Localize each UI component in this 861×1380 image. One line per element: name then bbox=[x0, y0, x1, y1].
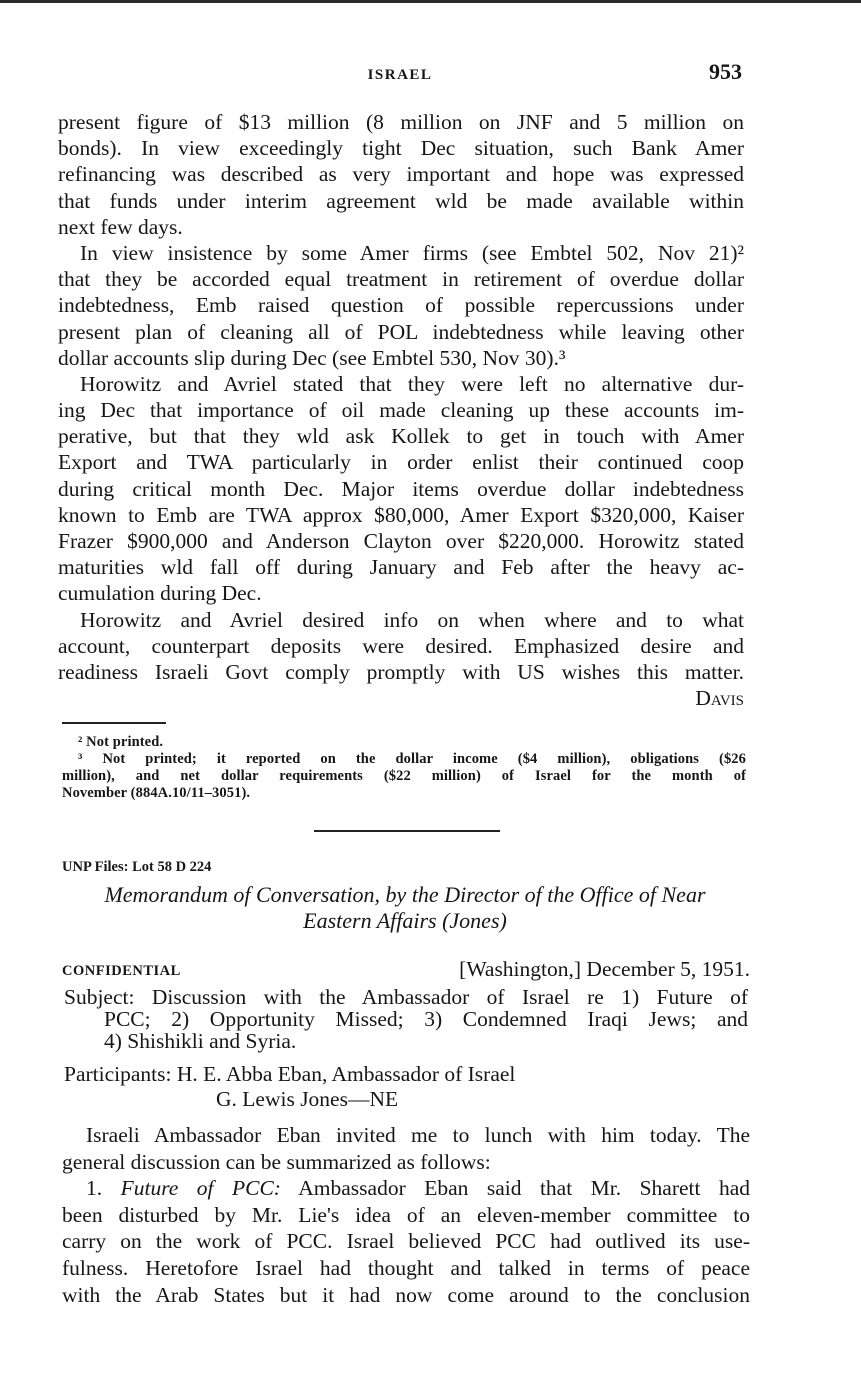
text-line: Horowitz and Avriel stated that they were left no alternative dur- bbox=[80, 371, 744, 396]
text-line: bonds). In view exceedingly tight Dec situation, such Bank Amer bbox=[58, 136, 744, 161]
text-line: ing Dec that importance of oil made cleaning up these accounts im- bbox=[58, 398, 744, 423]
participants-line: G. Lewis Jones—NE bbox=[216, 1087, 399, 1111]
item-text: Ambassador Eban said that Mr. Sharett had bbox=[280, 1176, 751, 1201]
text-line: Export and TWA particularly in order enlist their continued coop bbox=[58, 450, 744, 475]
telegram-text bbox=[58, 109, 744, 711]
classification: CONFIDENTIAL bbox=[62, 963, 181, 979]
footnote: November (884A.10/11–3051). bbox=[62, 785, 251, 801]
participants-line: Participants: H. E. Abba Eban, Ambassador of Israel bbox=[64, 1062, 516, 1086]
subject-line: PCC; 2) Opportunity Missed; 3) Condemned Iraqi Jews; and bbox=[104, 1007, 748, 1031]
page-header bbox=[58, 58, 742, 92]
footnote: million), and net dollar requirements ($22 million) of Israel for the month of bbox=[62, 768, 746, 784]
text-line: perative, but that they wld ask Kollek to get in touch with Amer bbox=[58, 424, 744, 449]
running-head: ISRAEL bbox=[367, 67, 433, 83]
section-divider bbox=[314, 830, 500, 832]
signature-name: Davis bbox=[695, 686, 744, 711]
item-1-first-line bbox=[62, 1175, 750, 1202]
footnotes bbox=[62, 734, 746, 802]
text-line: present plan of cleaning all of POL indebtedness while leaving other bbox=[58, 319, 744, 344]
text-line: fulness. Heretofore Israel had thought and talked in terms of peace bbox=[62, 1255, 750, 1280]
item-heading: Future of PCC: bbox=[120, 1176, 281, 1201]
subject-line: Subject: Discussion with the Ambassador of Israel re 1) Future of bbox=[64, 985, 748, 1009]
text-line: readiness Israeli Govt comply promptly with US wishes this matter. bbox=[58, 659, 744, 684]
text-line: refinancing was described as very important and hope was expressed bbox=[58, 162, 744, 187]
memo-title-line: Memorandum of Conversation, by the Director of the Office of Near bbox=[104, 882, 706, 907]
text-line: cumulation during Dec. bbox=[58, 581, 262, 606]
text-line: been disturbed by Mr. Lie's idea of an eleven-member committee to bbox=[62, 1202, 750, 1227]
text-line: account, counterpart deposits were desired. Emphasized desire and bbox=[58, 633, 744, 658]
page-top-border bbox=[0, 0, 861, 3]
text-line: known to Emb are TWA approx $80,000, Amer Export $320,000, Kaiser bbox=[58, 502, 744, 527]
text-line: In view insistence by some Amer firms (see Embtel 502, Nov 21)² bbox=[80, 240, 744, 265]
subject-line: 4) Shishikli and Syria. bbox=[104, 1029, 297, 1053]
dateline: [Washington,] December 5, 1951. bbox=[459, 957, 750, 981]
text-line: general discussion can be summarized as follows: bbox=[62, 1149, 491, 1174]
text-line: Israeli Ambassador Eban invited me to lunch with him today. The bbox=[86, 1123, 750, 1147]
text-line: present figure of $13 million (8 million on JNF and 5 million on bbox=[58, 110, 744, 134]
item-number: 1. bbox=[86, 1176, 103, 1201]
footnote-rule bbox=[62, 722, 166, 724]
file-reference: UNP Files: Lot 58 D 224 bbox=[62, 859, 212, 875]
text-line: during critical month Dec. Major items overdue dollar indebtedness bbox=[58, 476, 744, 501]
classification-row bbox=[62, 957, 750, 983]
memo-title-line: Eastern Affairs (Jones) bbox=[303, 908, 507, 933]
text-line: that funds under interim agreement wld be made available within bbox=[58, 188, 744, 213]
footnote: ² Not printed. bbox=[78, 734, 164, 750]
text-line: Frazer $900,000 and Anderson Clayton over $220,000. Horowitz stated bbox=[58, 529, 744, 553]
text-line: indebtedness, Emb raised question of possible repercussions under bbox=[58, 293, 744, 318]
text-line: Horowitz and Avriel desired info on when where and to what bbox=[80, 607, 744, 632]
memo-title bbox=[62, 882, 748, 934]
page-number: 953 bbox=[709, 59, 742, 84]
footnote: ³ Not printed; it reported on the dollar income ($4 million), obligations ($26 bbox=[78, 751, 746, 767]
text-line: carry on the work of PCC. Israel believed PCC had outlived its use- bbox=[62, 1229, 750, 1254]
memo-body bbox=[62, 1122, 750, 1308]
memo-participants bbox=[64, 1062, 748, 1112]
text-line: dollar accounts slip during Dec (see Embtel 530, Nov 30).³ bbox=[58, 345, 566, 370]
text-line: next few days. bbox=[58, 214, 183, 239]
memo-subject bbox=[64, 986, 748, 1052]
text-line: with the Arab States but it had now come around to the conclusion bbox=[62, 1282, 750, 1307]
signature bbox=[58, 685, 744, 711]
text-line: maturities wld fall off during January and Feb after the heavy ac- bbox=[58, 555, 744, 580]
text-line: that they be accorded equal treatment in retirement of overdue dollar bbox=[58, 267, 744, 292]
